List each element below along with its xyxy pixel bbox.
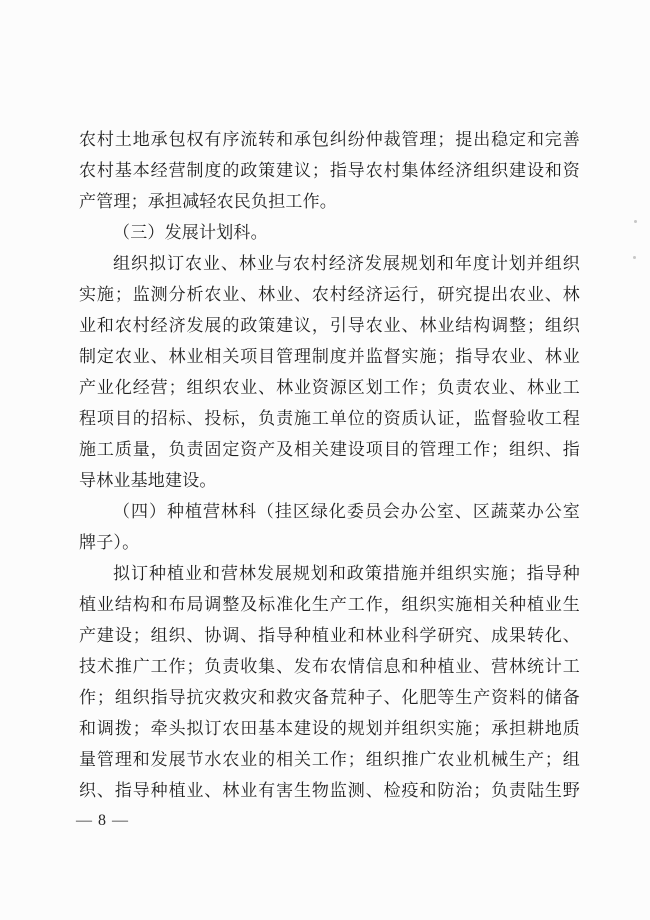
text-line: 作；组织指导抗灾救灾和救灾备荒种子、化肥等生产资料的储备 [79,688,580,707]
page-number: — 8 — [76,812,129,829]
text-line: 实施；监测分析农业、林业、农村经济运行，研究提出农业、林 [79,285,580,304]
scan-speck [633,256,636,259]
text-line: 技术推广工作；负责收集、发布农情信息和种植业、营林统计工 [79,657,580,676]
text-line: 量管理和发展节水农业的相关工作；组织推广农业机械生产；组 [79,750,580,769]
text-line: 产业化经营；组织农业、林业资源区划工作；负责农业、林业工 [79,378,580,397]
text-line: 业和农村经济发展的政策建议，引导农业、林业结构调整；组织 [79,316,580,335]
text-line: 植业结构和布局调整及标准化生产工作，组织实施相关种植业生 [79,595,580,614]
text-block [79,124,580,806]
text-line: 织、指导种植业、林业有害生物监测、检疫和防治；负责陆生野 [79,781,580,800]
text-line: （三）发展计划科。 [113,223,268,242]
scan-speck [634,220,637,223]
text-line: 制定农业、林业相关项目管理制度并监督实施；指导农业、林业 [79,347,580,366]
text-line: 产建设；组织、协调、指导种植业和林业科学研究、成果转化、 [79,626,580,645]
text-line: 程项目的招标、投标，负责施工单位的资质认证，监督验收工程 [79,409,580,428]
text-line: 和调拨；牵头拟订农田基本建设的规划并组织实施；承担耕地质 [79,719,580,738]
text-line: 农村基本经营制度的政策建议；指导农村集体经济组织建设和资 [79,161,580,180]
text-line: 导林业基地建设。 [79,471,217,490]
text-line: 农村土地承包权有序流转和承包纠纷仲裁管理；提出稳定和完善 [79,130,580,149]
text-line: 产管理；承担减轻农民负担工作。 [79,192,337,211]
text-line: 施工质量，负责固定资产及相关建设项目的管理工作；组织、指 [79,440,580,459]
text-line: 牌子）。 [79,533,140,552]
text-line: 组织拟订农业、林业与农村经济发展规划和年度计划并组织 [113,254,580,273]
text-line: （四）种植营林科（挂区绿化委员会办公室、区蔬菜办公室 [113,502,580,521]
text-line: 拟订种植业和营林发展规划和政策措施并组织实施；指导种 [113,564,580,583]
